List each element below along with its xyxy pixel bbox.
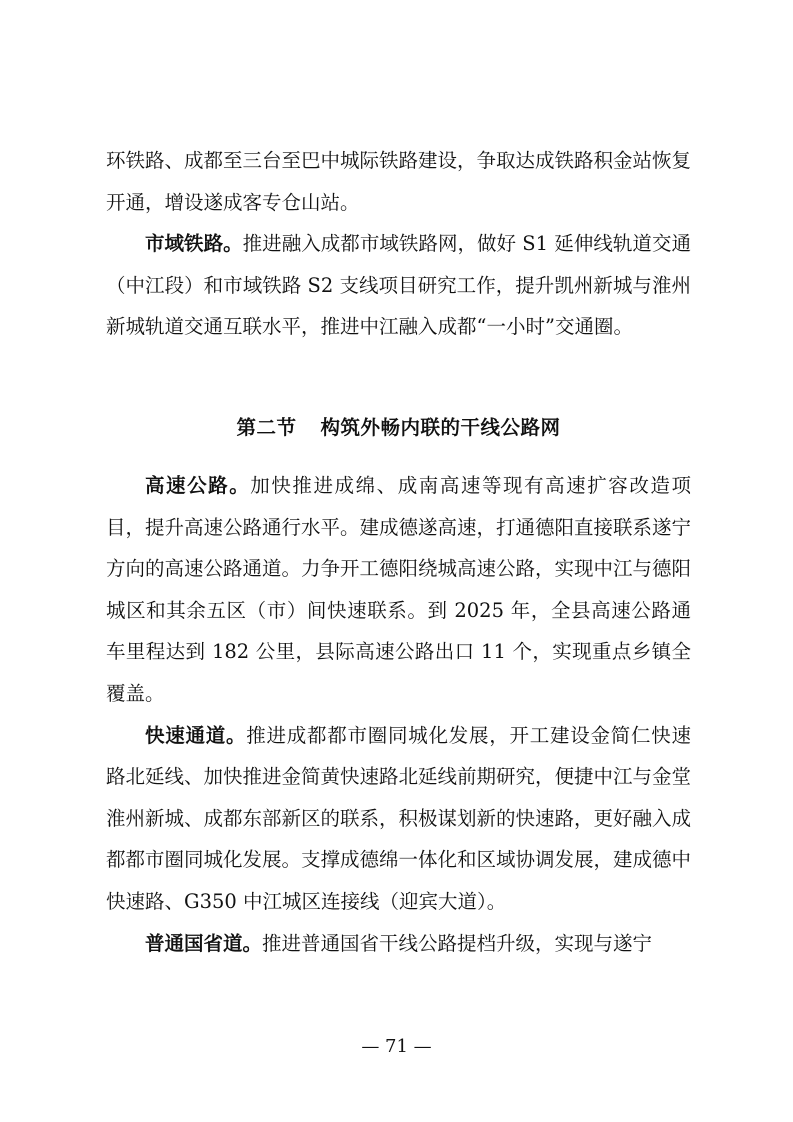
paragraph-expressway — [106, 465, 691, 715]
text-fast-channel: 推进成都都市圈同城化发展，开工建设金简仁快速路北延线、加快推进金简黄快速路北延线前期研究，便捷中江与金堂淮州新城、成都东部新区的联系，积极谋划新的快速路，更好融入成都都市圈同城化发展。支撑成德绵一体化和区域协调发展，建成德中快速路、G350 中江城区连接线（迎宾大道）。 — [106, 723, 692, 913]
section-railway-text — [106, 140, 691, 348]
paragraph-fast-channel — [106, 715, 691, 923]
paragraph-intercity-railway: 环铁路、成都至三台至巴中城际铁路建设，争取达成铁路积金站恢复开通，增设遂成客专仓山站。 — [106, 149, 692, 214]
lead-municipal-railway: 市域铁路。 — [145, 232, 243, 256]
section-highway-text — [106, 465, 691, 964]
page-number: — 71 — — [361, 1036, 432, 1057]
paragraph-municipal-railway — [106, 223, 691, 348]
section-number: 第二节 — [236, 416, 297, 439]
lead-expressway: 高速公路。 — [145, 474, 251, 497]
text-expressway: 加快推进成绵、成南高速等现有高速扩容改造项目，提升高速公路通行水平。建成德遂高速，打通德阳直接联系遂宁方向的高速公路通道。力争开工德阳绕城高速公路，实现中江与德阳城区和其余五区（市）间快速联系。到 2025 年，全县高速公路通车里程达到 182 公里，县际高速公路出口 11 个，实现重点乡镇全覆盖。 — [106, 474, 692, 705]
text-national-provincial-road: 推进普通国省干线公路提档升级，实现与遂宁 — [262, 931, 653, 955]
lead-fast-channel: 快速通道。 — [145, 723, 247, 747]
section-heading — [106, 408, 691, 448]
text-municipal-railway: 推进融入成都市域铁路网，做好 S1 延伸线轨道交通（中江段）和市域铁路 S2 支线项目研究工作，提升凯州新城与淮州新城轨道交通互联水平，推进中江融入成都“一小时”交通圈。 — [106, 232, 691, 339]
section-title: 构筑外畅内联的干线公路网 — [320, 416, 561, 439]
lead-national-provincial-road: 普通国省道。 — [145, 931, 263, 955]
paragraph-national-provincial-road — [106, 923, 691, 965]
